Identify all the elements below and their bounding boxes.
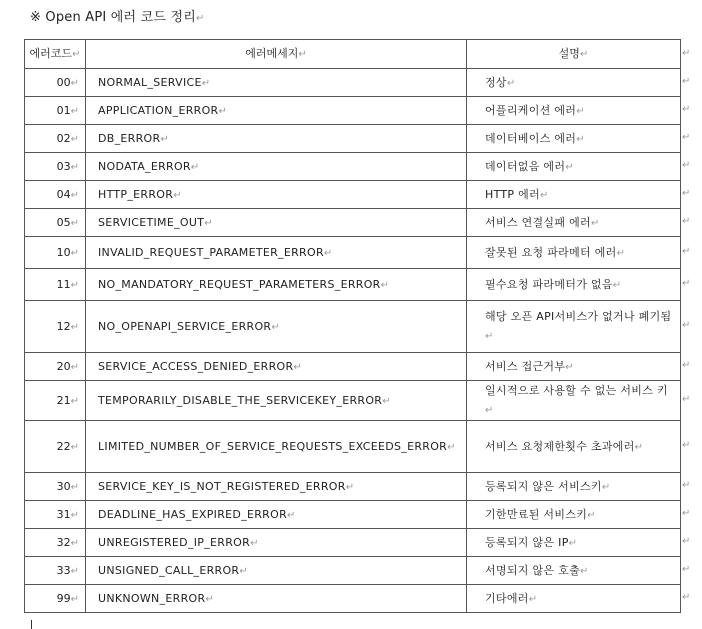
- row-end-mark-icon: ↵: [682, 216, 691, 227]
- row-end-mark-icon: ↵: [682, 320, 691, 331]
- paragraph-mark-icon: ↵: [565, 161, 574, 173]
- error-code-cell: 32↵: [25, 529, 86, 557]
- paragraph-mark-icon: ↵: [590, 217, 600, 229]
- paragraph-mark-icon: ↵: [323, 247, 333, 259]
- description-cell: 데이터없음 에러↵: [467, 153, 681, 181]
- paragraph-mark-icon: ↵: [70, 441, 79, 453]
- paragraph-mark-icon: ↵: [506, 77, 516, 89]
- description-cell: 해당 오픈 API서비스가 없거나 폐기됨↵: [467, 301, 681, 353]
- paragraph-mark-icon: ↵: [70, 565, 79, 577]
- paragraph-mark-icon: ↵: [70, 77, 79, 89]
- error-code-cell: 05↵: [25, 209, 86, 237]
- table-row: [25, 269, 681, 301]
- error-message-cell: SERVICETIME_OUT↵: [86, 209, 467, 237]
- row-end-mark-icon: ↵: [682, 564, 691, 575]
- error-code-cell: 99↵: [25, 585, 86, 613]
- description-cell: 기타에러↵: [467, 585, 681, 613]
- error-message-cell: LIMITED_NUMBER_OF_SERVICE_REQUESTS_EXCEEDS_ERROR↵: [86, 421, 467, 473]
- description-cell: 등록되지 않은 IP↵: [467, 529, 681, 557]
- error-code-cell: 31↵: [25, 501, 86, 529]
- row-end-mark-icon: ↵: [682, 47, 691, 59]
- table-row: [25, 501, 681, 529]
- table-row: [25, 97, 681, 125]
- row-end-mark-icon: ↵: [682, 480, 691, 491]
- header-description: 설명↵: [467, 40, 681, 69]
- error-code-cell: 01↵: [25, 97, 86, 125]
- error-message-cell: UNSIGNED_CALL_ERROR↵: [86, 557, 467, 585]
- error-message-cell: UNREGISTERED_IP_ERROR↵: [86, 529, 467, 557]
- description-cell: 기한만료된 서비스키↵: [467, 501, 681, 529]
- paragraph-mark-icon: ↵: [70, 361, 79, 373]
- error-code-table: [24, 39, 681, 613]
- description-cell: 서명되지 않은 호출↵: [467, 557, 681, 585]
- row-end-mark-icon: ↵: [682, 592, 691, 603]
- header-message: 에러메세지↵: [86, 40, 467, 69]
- paragraph-mark-icon: ↵: [70, 161, 79, 173]
- paragraph-mark-icon: ↵: [70, 537, 79, 549]
- paragraph-mark-icon: ↵: [587, 509, 596, 521]
- table-row: [25, 421, 681, 473]
- paragraph-mark-icon: ↵: [201, 77, 211, 89]
- paragraph-mark-icon: ↵: [287, 509, 296, 521]
- paragraph-mark-icon: ↵: [616, 247, 626, 259]
- paragraph-mark-icon: ↵: [382, 395, 391, 407]
- row-end-mark-icon: ↵: [682, 440, 691, 451]
- paragraph-mark-icon: ↵: [540, 189, 549, 201]
- paragraph-mark-icon: ↵: [576, 133, 585, 145]
- paragraph-mark-icon: ↵: [565, 361, 574, 373]
- error-code-cell: 12↵: [25, 301, 86, 353]
- row-end-mark-icon: ↵: [682, 160, 691, 171]
- description-cell: 서비스 요청제한횟수 초과에러↵: [467, 421, 681, 473]
- table-row: [25, 473, 681, 501]
- error-message-cell: NODATA_ERROR↵: [86, 153, 467, 181]
- paragraph-mark-icon: ↵: [204, 217, 213, 229]
- error-code-cell: 04↵: [25, 181, 86, 209]
- error-code-cell: 33↵: [25, 557, 86, 585]
- error-message-cell: SERVICE_KEY_IS_NOT_REGISTERED_ERROR↵: [86, 473, 467, 501]
- paragraph-mark-icon: ↵: [70, 395, 79, 407]
- paragraph-mark-icon: ↵: [70, 189, 79, 201]
- error-message-cell: INVALID_REQUEST_PARAMETER_ERROR↵: [86, 237, 467, 269]
- paragraph-mark-icon: ↵: [218, 105, 228, 117]
- description-cell: 서비스 접근거부↵: [467, 353, 681, 381]
- row-end-mark-icon: ↵: [682, 188, 691, 199]
- header-code: 에러코드↵: [25, 40, 86, 69]
- paragraph-mark-icon: ↵: [579, 49, 589, 60]
- error-message-cell: DEADLINE_HAS_EXPIRED_ERROR↵: [86, 501, 467, 529]
- paragraph-mark-icon: ↵: [70, 321, 79, 333]
- row-end-mark-icon: ↵: [682, 246, 691, 257]
- paragraph-mark-icon: ↵: [70, 481, 79, 493]
- description-cell: 필수요청 파라메터가 없음↵: [467, 269, 681, 301]
- paragraph-mark-icon: ↵: [190, 161, 200, 173]
- table-row: [25, 209, 681, 237]
- table-row: [25, 153, 681, 181]
- paragraph-mark-icon: ↵: [580, 565, 589, 577]
- table-row: [25, 181, 681, 209]
- paragraph-mark-icon: ↵: [250, 537, 259, 549]
- description-cell: 일시적으로 사용할 수 없는 서비스 키↵: [467, 381, 681, 421]
- description-cell: 정상↵: [467, 69, 681, 97]
- paragraph-mark-icon: ↵: [485, 405, 494, 416]
- paragraph-mark-icon: ↵: [485, 331, 494, 342]
- paragraph-mark-icon: ↵: [380, 279, 390, 291]
- error-code-cell: 11↵: [25, 269, 86, 301]
- row-end-mark-icon: ↵: [682, 508, 691, 519]
- paragraph-mark-icon: ↵: [576, 105, 585, 117]
- row-end-mark-icon: ↵: [682, 278, 691, 289]
- error-code-cell: 00↵: [25, 69, 86, 97]
- description-cell: 등록되지 않은 서비스키↵: [467, 473, 681, 501]
- error-code-cell: 30↵: [25, 473, 86, 501]
- document-title: [30, 6, 205, 25]
- paragraph-mark-icon: ↵: [634, 441, 644, 453]
- description-cell: 데이터베이스 에러↵: [467, 125, 681, 153]
- paragraph-mark-icon: ↵: [612, 279, 622, 291]
- table-header-row: [25, 40, 681, 69]
- paragraph-mark-icon: ↵: [528, 593, 538, 605]
- paragraph-mark-icon: ↵: [601, 481, 611, 493]
- table-row: [25, 353, 681, 381]
- error-code-cell: 21↵: [25, 381, 86, 421]
- error-code-cell: 20↵: [25, 353, 86, 381]
- row-end-mark-icon: ↵: [682, 360, 691, 371]
- error-message-cell: TEMPORARILY_DISABLE_THE_SERVICEKEY_ERROR↵: [86, 381, 467, 421]
- table-row: [25, 381, 681, 421]
- row-end-mark-icon: ↵: [682, 536, 691, 547]
- table-row: [25, 585, 681, 613]
- paragraph-mark-icon: ↵: [72, 49, 81, 60]
- paragraph-mark-icon: ↵: [70, 247, 79, 259]
- row-end-mark-icon: ↵: [682, 76, 691, 87]
- paragraph-mark-icon: ↵: [196, 13, 205, 24]
- paragraph-mark-icon: ↵: [345, 481, 355, 493]
- paragraph-mark-icon: ↵: [293, 361, 303, 373]
- paragraph-mark-icon: ↵: [70, 509, 79, 521]
- error-message-cell: SERVICE_ACCESS_DENIED_ERROR↵: [86, 353, 467, 381]
- description-cell: HTTP 에러↵: [467, 181, 681, 209]
- table-row: [25, 529, 681, 557]
- error-code-cell: 22↵: [25, 421, 86, 473]
- paragraph-mark-icon: ↵: [239, 565, 249, 577]
- title-text: ※ Open API 에러 코드 정리: [30, 10, 196, 25]
- error-message-cell: DB_ERROR↵: [86, 125, 467, 153]
- text-cursor: [31, 620, 32, 629]
- error-message-cell: NO_MANDATORY_REQUEST_PARAMETERS_ERROR↵: [86, 269, 467, 301]
- error-message-cell: NORMAL_SERVICE↵: [86, 69, 467, 97]
- error-code-cell: 02↵: [25, 125, 86, 153]
- paragraph-mark-icon: ↵: [70, 217, 79, 229]
- paragraph-mark-icon: ↵: [298, 49, 307, 60]
- row-end-mark-icon: ↵: [682, 104, 691, 115]
- paragraph-mark-icon: ↵: [70, 279, 79, 291]
- table-row: [25, 557, 681, 585]
- paragraph-mark-icon: ↵: [205, 593, 215, 605]
- paragraph-mark-icon: ↵: [173, 189, 182, 201]
- paragraph-mark-icon: ↵: [70, 105, 79, 117]
- paragraph-mark-icon: ↵: [70, 133, 79, 145]
- error-code-cell: 03↵: [25, 153, 86, 181]
- paragraph-mark-icon: ↵: [568, 537, 578, 549]
- paragraph-mark-icon: ↵: [160, 133, 170, 145]
- row-end-mark-icon: ↵: [682, 132, 691, 143]
- row-end-mark-icon: ↵: [682, 394, 691, 405]
- paragraph-mark-icon: ↵: [70, 593, 79, 605]
- description-cell: 서비스 연결실패 에러↵: [467, 209, 681, 237]
- table-row: [25, 69, 681, 97]
- error-message-cell: HTTP_ERROR↵: [86, 181, 467, 209]
- error-code-cell: 10↵: [25, 237, 86, 269]
- error-message-cell: UNKNOWN_ERROR↵: [86, 585, 467, 613]
- table-row: [25, 301, 681, 353]
- description-cell: 잘못된 요청 파라메터 에러↵: [467, 237, 681, 269]
- table-row: [25, 125, 681, 153]
- error-message-cell: NO_OPENAPI_SERVICE_ERROR↵: [86, 301, 467, 353]
- paragraph-mark-icon: ↵: [447, 441, 456, 453]
- description-cell: 어플리케이션 에러↵: [467, 97, 681, 125]
- error-message-cell: APPLICATION_ERROR↵: [86, 97, 467, 125]
- paragraph-mark-icon: ↵: [271, 321, 281, 333]
- table-row: [25, 237, 681, 269]
